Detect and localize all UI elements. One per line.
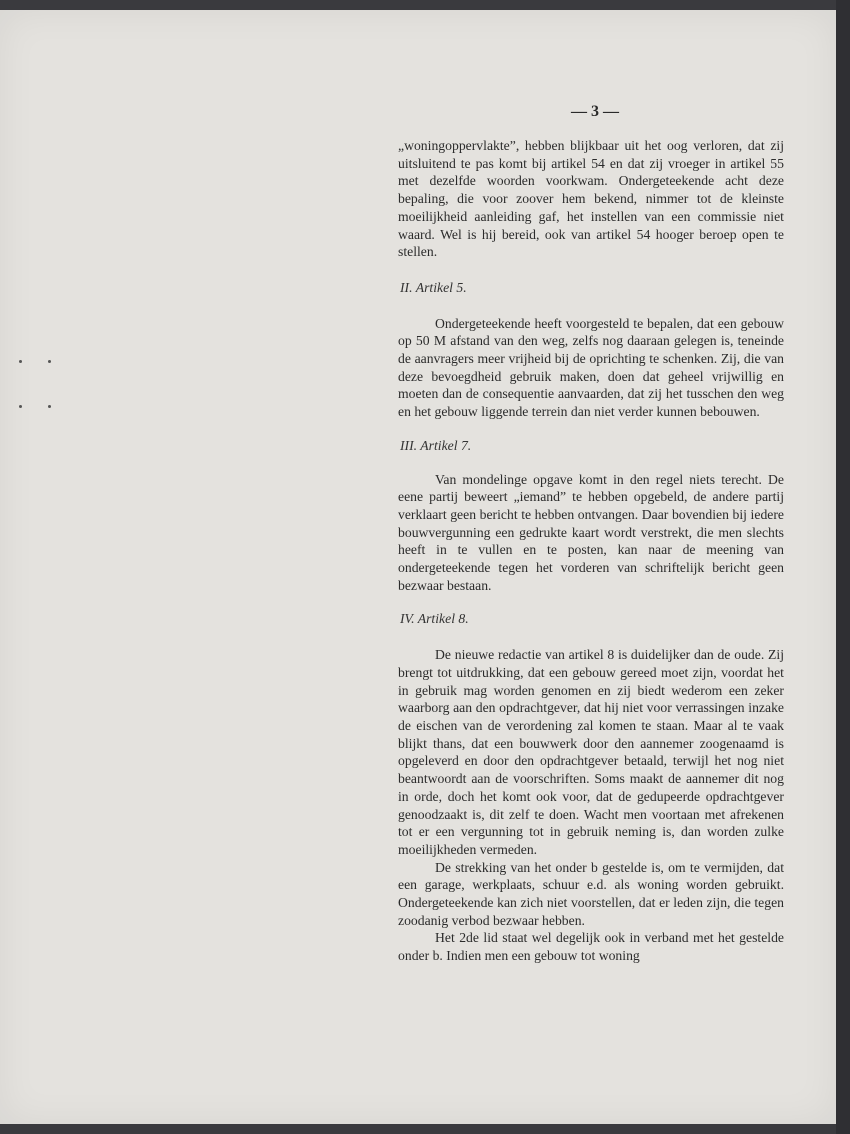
- punch-hole-mark: [19, 405, 22, 408]
- scan-edge: [836, 0, 850, 1134]
- article-7-heading: III. Artikel 7.: [400, 437, 472, 453]
- article-8-paragraph-3: Het 2de lid staat wel degelijk ook in verband met het gestelde onder b. Indien men een gebouw tot woning: [398, 930, 784, 964]
- article-8-heading: IV. Artikel 8.: [400, 611, 469, 627]
- punch-hole-mark: [48, 360, 51, 363]
- article-5-paragraph: Ondergeteekende heeft voorgesteld te bepalen, dat een gebouw op 50 M afstand van den weg, zelfs nog daaraan gelegen is, teneinde de aanvragers meer vrijheid bij de oprichting te schenken. Zij, die van deze bevoegdheid gebruik maken, doen dat geheel vrijwillig en moeten dan de consequentie aanvaarden, dat zij het tusschen den weg en het gebouw liggende terrein dan niet verder kunnen bebouwen.: [398, 315, 784, 420]
- punch-hole-mark: [48, 405, 51, 408]
- punch-hole-mark: [19, 360, 22, 363]
- article-8-paragraph-1: De nieuwe redactie van artikel 8 is duidelijker dan de oude. Zij brengt tot uitdrukking, dat een gebouw gereed moet zijn, voordat het in gebruik mag worden genomen en zij biedt wederom een zeker waarborg aan den opdrachtgever, dat hij niet voor verrassingen inzake de eischen van de verordening zal komen te staan. Maar al te vaak blijkt thans, dat een bouwwerk door den aannemer zoogenaamd is opgeleverd en door den opdrachtgever betaald, terwijl het nog niet beantwoordt aan de voorschriften. Soms maakt de aannemer dit nog in orde, doch het komt ook voor, dat de gedupeerde opdrachtgever genoodzaakt is, dit zelf te doen. Wacht men voortaan met afrekenen tot er een vergunning tot in gebruik neming is, dan worden zulke moeilijkheden vermeden.: [398, 647, 784, 857]
- page-number: — 3 —: [571, 103, 619, 120]
- article-5-heading: II. Artikel 5.: [400, 279, 467, 295]
- intro-paragraph: „woningoppervlakte”, hebben blijkbaar uit het oog verloren, dat zij uitsluitend te pas komt bij artikel 54 en dat zij vroeger in artikel 55 met dezelfde woorden voorkwam. Ondergeteekende acht deze bepaling, die voor zoover hem bekend, nimmer tot de kleinste moeilijkheid aanleiding gaf, het instellen van een commissie niet waard. Wel is hij bereid, ook van artikel 54 hooger beroep open te stellen.: [398, 138, 784, 260]
- document-page: [0, 10, 836, 1124]
- article-7-paragraph: Van mondelinge opgave komt in den regel niets terecht. De eene partij beweert „iemand” te hebben opgebeld, de andere partij verklaart geen bericht te hebben ontvangen. Daar bovendien bij iedere bouwvergunning een gedrukte kaart wordt verstrekt, die men slechts heeft in te vullen en te posten, kan naar de meening van ondergeteekende tegen het vorderen van schriftelijk bericht geen bezwaar bestaan.: [398, 471, 784, 593]
- text-column: [398, 137, 784, 965]
- article-8-paragraph-2: De strekking van het onder b gestelde is, om te vermijden, dat een garage, werkplaats, schuur e.d. als woning worden gebruikt. Ondergeteekende kan zich niet voorstellen, dat er leden zijn, die tegen zoodanig verbod bezwaar hebben.: [398, 859, 784, 928]
